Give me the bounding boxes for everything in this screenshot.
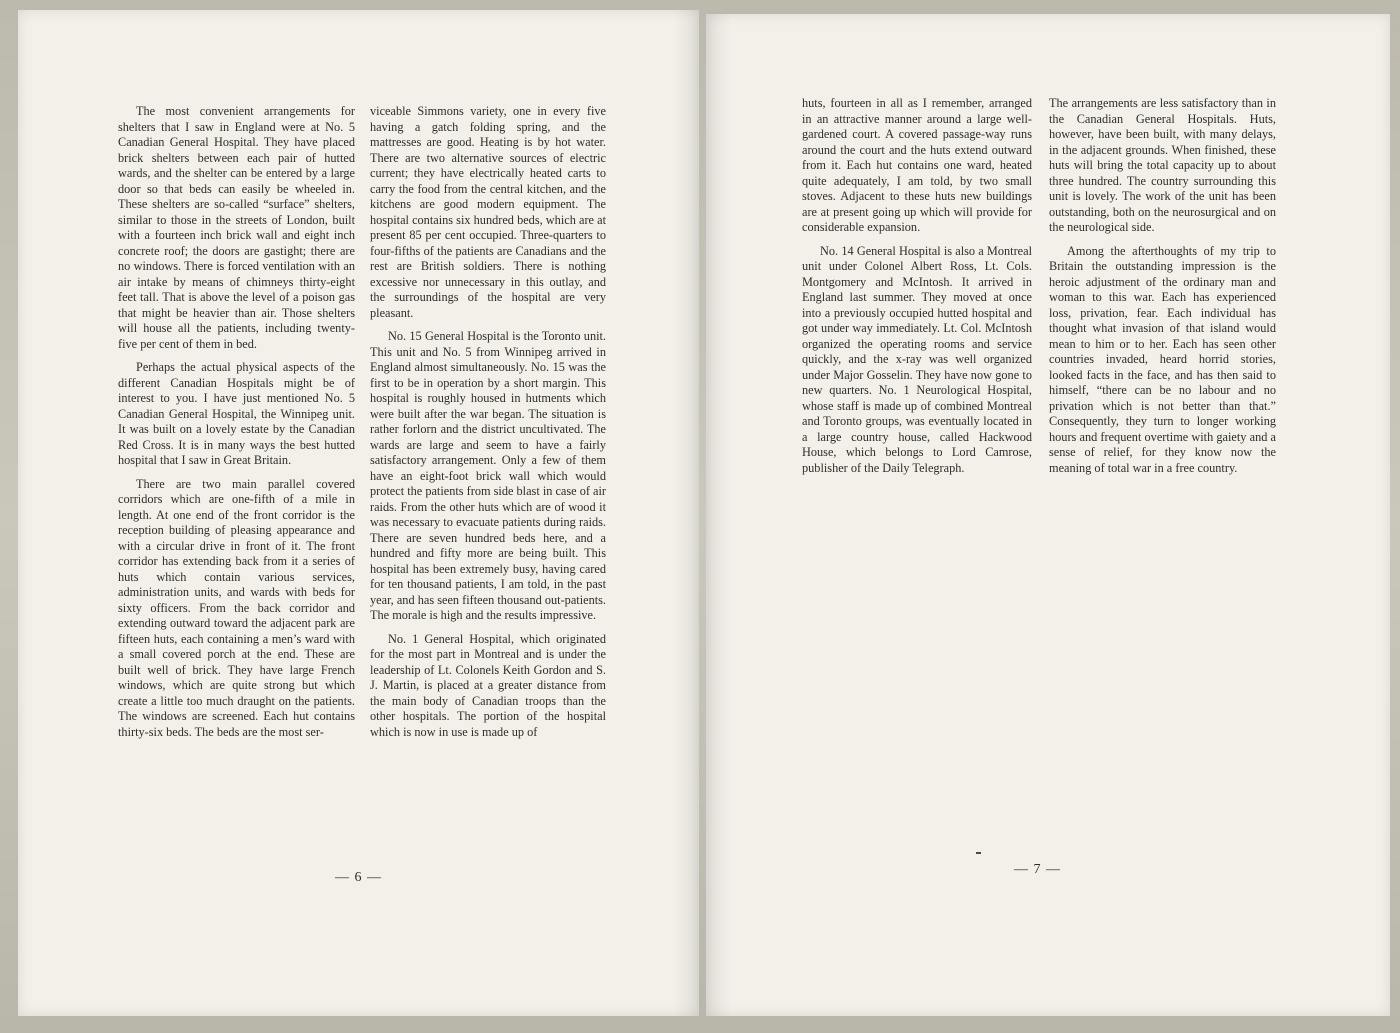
page-number: — 7 — xyxy=(1014,862,1061,877)
paragraph: The most convenient arrangements for shelters that I saw in England were at No. 5 Canadian General Hospital. They have placed brick shelters between each pair of hutted wards, and the shelter can be entered by a large door so that beds can easily be wheeled in. These shelters are so-called “surface” shelters, similar to those in the streets of London, built with a fourteen inch brick wall and eight inch concrete roof; the doors are gastight; there are no windows. There is forced ventilation with an air intake by means of chimneys thirty-eight feet tall. That is above the level of a poison gas that might be heavier than air. Those shelters will house all the patients, including twenty-five per cent of them in bed. xyxy=(118,104,355,351)
paragraph: The arrangements are less satisfactory than in the Canadian General Hospitals. Huts, however, have been built, with many delays, in the adjacent grounds. When finished, these huts will bring the total capacity up to about three hundred. The country surrounding this unit is lovely. The work of the unit has been outstanding, both on the neurosurgical and on the neurological side. xyxy=(1049,96,1276,234)
paragraph: Perhaps the actual physical aspects of the different Canadian Hospitals might be of interest to you. I have just mentioned No. 5 Canadian General Hospital, the Winnipeg unit. It was built on a lovely estate by the Canadian Red Cross. It is in many ways the best hutted hospital that I saw in Great Britain. xyxy=(118,360,355,467)
right-page xyxy=(706,14,1390,1016)
paragraph: No. 14 General Hospital is also a Montreal unit under Colonel Albert Ross, Lt. Cols. Montgomery and McIntosh. It arrived in England last summer. They moved at once into a previously occupied hutted hospital and got under way immediately. Lt. Col. McIntosh organized the operating rooms and service quickly, and the x-ray was well organized under Major Gosselin. They have now gone to new quarters. No. 1 Neurological Hospital, whose staff is made up of combined Montreal and Toronto groups, was eventually located in a large country house, called Hackwood House, which belongs to Lord Camrose, publisher of the Daily Telegraph. xyxy=(802,243,1032,475)
right-column-2 xyxy=(1049,96,1276,484)
left-column-2 xyxy=(370,104,606,748)
paragraph: huts, fourteen in all as I remember, arranged in an attractive manner around a large well-gardened court. A covered passage-way runs around the court and the huts extend outward from it. Each hut contains one ward, heated quite adequately, I am told, by two small stoves. Adjacent to these huts new buildings are at present going up which will provide for considerable expansion. xyxy=(802,96,1032,234)
page-number: — 6 — xyxy=(335,870,382,885)
paragraph: No. 1 General Hospital, which originated for the most part in Montreal and is under the leadership of Lt. Colonels Keith Gordon and S. J. Martin, is placed at a greater distance from the main body of Canadian troops than the other hospitals. The portion of the hospital which is now in use is made up of xyxy=(370,631,606,739)
paragraph: There are two main parallel covered corridors which are one-fifth of a mile in length. At one end of the front corridor is the reception building of pleasing appearance and with a circular drive in front of it. The front corridor has extending back from it a series of huts which contain various services, administration units, and wards with beds for sixty officers. From the back corridor and extending outward toward the adjacent park are fifteen huts, each containing a men’s ward with a small covered porch at the end. These are built well of brick. They have large French windows, which are quite strong but which create a little too much draught on the patients. The windows are screened. Each hut contains thirty-six beds. The beds are the most ser- xyxy=(118,476,355,739)
paragraph: viceable Simmons variety, one in every five having a gatch folding spring, and the mattresses are good. Heating is by hot water. There are two alternative sources of electric current; they have electrically heated carts to carry the food from the central kitchen, and the kitchens are good modern equipment. The hospital contains six hundred beds, which are at present 85 per cent occupied. Three-quarters to four-fifths of the patients are Canadians and the rest are British soldiers. There is nothing excessive nor unnecessary in this outlay, and the surroundings of the hospital are very pleasant. xyxy=(370,104,606,320)
ink-speck xyxy=(976,852,981,854)
gutter-shadow xyxy=(673,10,699,1016)
left-column-1 xyxy=(118,104,355,748)
gutter-shadow xyxy=(706,14,732,1016)
right-column-1 xyxy=(802,96,1032,484)
left-page xyxy=(18,10,699,1016)
paragraph: Among the afterthoughts of my trip to Britain the outstanding impression is the heroic adjustment of the ordinary man and woman to this war. Each has experienced loss, privation, fear. Each individual has thought what invasion of that island would mean to him or to her. Each has seen other countries invaded, heard horrid stories, looked facts in the face, and has then said to himself, “there can be no labour and no privation which is not better than that.” Consequently, they turn to longer working hours and frequent overtime with gaiety and a sense of relief, for they know now the meaning of total war in a free country. xyxy=(1049,243,1276,475)
paragraph: No. 15 General Hospital is the Toronto unit. This unit and No. 5 from Winnipeg arrived in England almost simultaneously. No. 15 was the first to be in operation by a short margin. This hospital is roughly housed in hutments which were built after the war began. The situation is rather forlorn and the district uncultivated. The wards are large and seem to have a fairly satisfactory arrangement. Only a few of them have an eight-foot brick wall which would protect the patients from side blast in case of air raids. From the other huts which are of wood it was necessary to evacuate patients during raids. There are seven hundred beds here, and a hundred and fifty more are being built. This hospital has been extremely busy, having cared for ten thousand patients, I am told, in the past year, and has seen fifteen thousand out-patients. The morale is high and the results impressive. xyxy=(370,329,606,622)
